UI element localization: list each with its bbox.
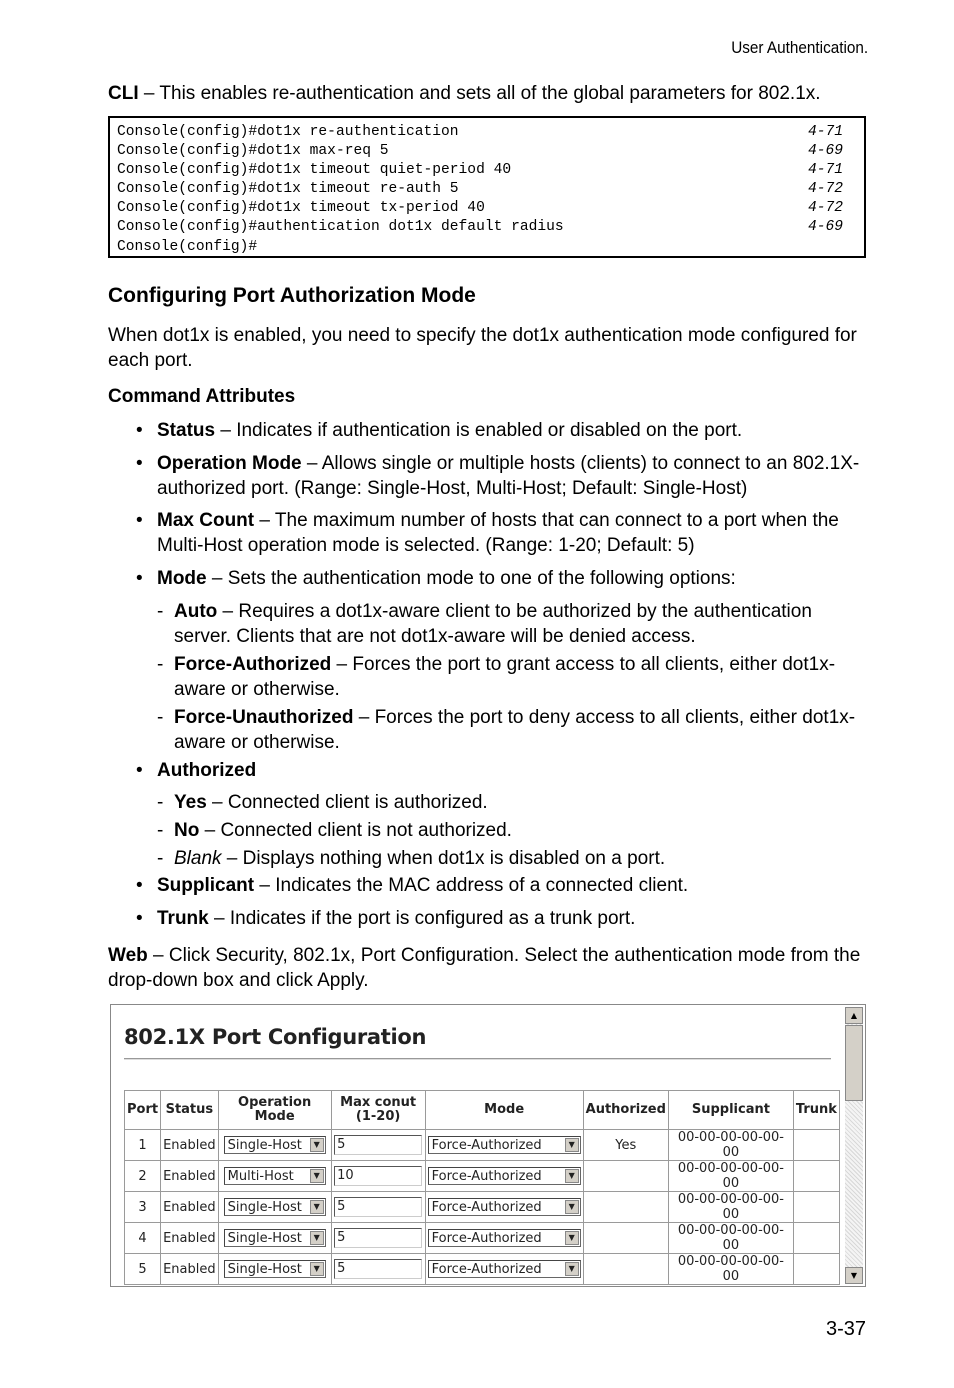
- web-label: Web: [108, 945, 148, 966]
- code-line: [117, 238, 857, 257]
- bullet-supplicant: • Supplicant – Indicates the MAC address of a connected client.: [136, 875, 689, 896]
- code-command: Console(config)#dot1x timeout quiet-period 40: [117, 162, 512, 179]
- code-command: Console(config)#dot1x re-authentication: [117, 124, 459, 140]
- max-count-input[interactable]: 5: [334, 1197, 422, 1217]
- col-status: Status: [161, 1091, 219, 1130]
- col-supplicant: Supplicant: [668, 1091, 793, 1130]
- authorized-cell: [583, 1161, 668, 1192]
- bullet-text: – Indicates if the port is configured as a trunk port.: [208, 908, 636, 929]
- status-cell: Enabled: [161, 1254, 219, 1285]
- port-cell: 1: [125, 1130, 161, 1161]
- bullet-label: Status: [157, 420, 216, 441]
- section-title: Configuring Port Authorization Mode: [108, 284, 476, 307]
- running-header: User Authentication.: [731, 38, 868, 57]
- cli-text: – This enables re-authentication and sets all of the global parameters for 802.1x.: [138, 83, 821, 104]
- bullet-text: – Allows single or multiple hosts (clients) to connect to an 802.1X-authorized port. (Range: Single-Host, Multi-Host; Default: Single-Host): [157, 453, 860, 499]
- chevron-down-icon: ▼: [310, 1231, 324, 1245]
- trunk-cell: [793, 1192, 839, 1223]
- select-value: Force-Authorized: [431, 1231, 542, 1246]
- supplicant-cell: 00-00-00-00-00-00: [668, 1254, 793, 1285]
- trunk-cell: [793, 1254, 839, 1285]
- page-number: 3-37: [825, 1318, 866, 1340]
- code-command: Console(config)#authentication dot1x default radius: [117, 219, 564, 236]
- select-value: Single-Host: [227, 1231, 302, 1246]
- web-instructions: [108, 943, 870, 993]
- sub-text: – Displays nothing when dot1x is disabled on a port.: [221, 848, 666, 869]
- port-configuration-screenshot: [110, 1004, 866, 1287]
- mode-cell: [425, 1223, 583, 1254]
- mode-cell: [425, 1254, 583, 1285]
- select-value: Force-Authorized: [431, 1200, 542, 1215]
- sub-label: Force-Unauthorized: [174, 707, 354, 728]
- code-ref: 4-69: [807, 219, 843, 236]
- web-text: – Click Security, 802.1x, Port Configuration. Select the authentication mode from the drop-down box and click Apply.: [108, 945, 861, 991]
- command-attributes-title: Command Attributes: [108, 386, 296, 407]
- trunk-cell: [793, 1223, 839, 1254]
- col-authorized: Authorized: [583, 1091, 668, 1130]
- bullet-text: – Indicates the MAC address of a connected client.: [254, 875, 689, 896]
- sub-label: Yes: [174, 792, 207, 813]
- trunk-cell: [793, 1130, 839, 1161]
- code-command: Console(config)#: [117, 238, 258, 255]
- chevron-down-icon: ▼: [310, 1169, 324, 1183]
- supplicant-cell: 00-00-00-00-00-00: [668, 1130, 793, 1161]
- authorized-cell: [583, 1192, 668, 1223]
- code-ref: [843, 238, 857, 257]
- select-value: Force-Authorized: [431, 1138, 542, 1153]
- authorized-cell: [583, 1223, 668, 1254]
- max-count-label: Max conut: [340, 1095, 417, 1110]
- mode-select[interactable]: [428, 1167, 581, 1185]
- max-count-cell: [331, 1192, 425, 1223]
- table-row: [125, 1223, 840, 1254]
- supplicant-cell: 00-00-00-00-00-00: [668, 1223, 793, 1254]
- chevron-down-icon: ▼: [310, 1262, 324, 1276]
- bullet-label: Mode: [157, 568, 207, 589]
- operation-mode-select[interactable]: [224, 1260, 326, 1278]
- code-line: [117, 123, 857, 142]
- code-line: [117, 142, 857, 161]
- port-cell: 3: [125, 1192, 161, 1223]
- sub-label: No: [174, 820, 200, 841]
- operation-mode-cell: [218, 1192, 331, 1223]
- port-cell: 4: [125, 1223, 161, 1254]
- sub-bullet-no: - No – Connected client is not authorized.: [157, 820, 512, 841]
- code-line: [117, 218, 857, 237]
- sub-bullet-yes: - Yes – Connected client is authorized.: [157, 792, 488, 813]
- col-operation-mode: Operation Mode: [218, 1091, 331, 1130]
- code-ref: 4-71: [807, 162, 843, 179]
- chevron-down-icon: ▼: [565, 1231, 579, 1245]
- bullet-text: – The maximum number of hosts that can connect to a port when the Multi-Host operation mode is selected. (Range: 1-20; Default: 5): [157, 510, 839, 556]
- table-row: [125, 1254, 840, 1285]
- operation-mode-select[interactable]: [224, 1167, 326, 1185]
- sub-bullet-force-unauthorized: - Force-Unauthorized – Forces the port to deny access to all clients, either dot1x-aware or otherwise.: [157, 707, 856, 753]
- cli-intro: [108, 81, 870, 106]
- scroll-down-icon[interactable]: ▼: [845, 1267, 863, 1284]
- code-line: [117, 180, 857, 199]
- operation-mode-select[interactable]: [224, 1136, 326, 1154]
- operation-mode-select[interactable]: [224, 1229, 326, 1247]
- bullet-status: • Status – Indicates if authentication is enabled or disabled on the port.: [136, 420, 743, 441]
- mode-select[interactable]: [428, 1260, 581, 1278]
- scroll-up-icon[interactable]: ▲: [845, 1007, 863, 1024]
- trunk-cell: [793, 1161, 839, 1192]
- bullet-trunk: • Trunk – Indicates if the port is configured as a trunk port.: [136, 908, 636, 929]
- table-row: [125, 1130, 840, 1161]
- max-count-input[interactable]: 10: [334, 1166, 422, 1186]
- operation-mode-cell: [218, 1223, 331, 1254]
- bullet-label: Authorized: [157, 760, 257, 781]
- code-command: Console(config)#dot1x timeout re-auth 5: [117, 181, 459, 198]
- bullet-label: Trunk: [157, 908, 209, 929]
- sub-text: – Connected client is authorized.: [206, 792, 488, 813]
- max-count-cell: [331, 1254, 425, 1285]
- mode-select[interactable]: [428, 1198, 581, 1216]
- bullet-operation-mode: • Operation Mode – Allows single or multiple hosts (clients) to connect to an 802.1X-authorized port. (Range: Single-Host, Multi-Host; Default: Single-Host): [136, 453, 860, 499]
- table-row: [125, 1192, 840, 1223]
- status-cell: Enabled: [161, 1223, 219, 1254]
- mode-cell: [425, 1161, 583, 1192]
- code-ref: 4-72: [807, 181, 843, 198]
- max-count-cell: [331, 1161, 425, 1192]
- operation-mode-select[interactable]: [224, 1198, 326, 1216]
- code-ref: 4-69: [807, 143, 843, 160]
- chevron-down-icon: ▼: [310, 1200, 324, 1214]
- col-trunk: Trunk: [793, 1091, 839, 1130]
- cli-label: CLI: [108, 83, 139, 104]
- bullet-text: – Indicates if authentication is enabled or disabled on the port.: [215, 420, 743, 441]
- scrollbar-thumb[interactable]: [845, 1025, 863, 1101]
- chevron-down-icon: ▼: [310, 1138, 324, 1152]
- max-count-input[interactable]: 5: [334, 1228, 422, 1248]
- bullet-authorized: • Authorized: [136, 760, 257, 781]
- select-value: Multi-Host: [227, 1169, 294, 1184]
- bullet-max-count: • Max Count – The maximum number of hosts that can connect to a port when the Multi-Host operation mode is selected. (Range: 1-20; Default: 5): [136, 510, 839, 556]
- sub-label: Blank: [174, 848, 222, 869]
- max-count-input[interactable]: 5: [334, 1135, 422, 1155]
- sub-text: – Forces the port to deny access to all clients, either dot1x-aware or otherwise.: [174, 707, 856, 753]
- select-value: Single-Host: [227, 1200, 302, 1215]
- max-count-cell: [331, 1130, 425, 1161]
- operation-mode-cell: [218, 1161, 331, 1192]
- max-count-input[interactable]: 5: [334, 1259, 422, 1279]
- select-value: Single-Host: [227, 1138, 302, 1153]
- sub-bullet-force-authorized: - Force-Authorized – Forces the port to grant access to all clients, either dot1x-aware or otherwise.: [157, 654, 836, 700]
- mode-select[interactable]: [428, 1229, 581, 1247]
- mode-cell: [425, 1130, 583, 1161]
- operation-mode-cell: [218, 1130, 331, 1161]
- port-config-table: [124, 1090, 840, 1285]
- chevron-down-icon: ▼: [565, 1138, 579, 1152]
- code-command: Console(config)#dot1x timeout tx-period 40: [117, 200, 485, 217]
- code-line: [117, 161, 857, 180]
- table-header-row: [125, 1091, 840, 1130]
- title-divider: [124, 1058, 831, 1060]
- vertical-scrollbar[interactable]: [845, 1007, 863, 1284]
- bullet-label: Max Count: [157, 510, 255, 531]
- select-value: Single-Host: [227, 1262, 302, 1277]
- status-cell: Enabled: [161, 1130, 219, 1161]
- sub-text: – Forces the port to grant access to all clients, either dot1x-aware or otherwise.: [174, 654, 836, 700]
- code-command: Console(config)#dot1x max-req 5: [117, 143, 389, 160]
- sub-bullet-blank: - Blank – Displays nothing when dot1x is disabled on a port.: [157, 848, 666, 869]
- chevron-down-icon: ▼: [565, 1200, 579, 1214]
- sub-bullet-auto: - Auto – Requires a dot1x-aware client to be authorized by the authentication server. Clients that are not dot1x-aware will be denied access.: [157, 601, 812, 647]
- port-cell: 2: [125, 1161, 161, 1192]
- port-cell: 5: [125, 1254, 161, 1285]
- cli-code-block: [108, 116, 866, 258]
- bullet-mode: • Mode – Sets the authentication mode to one of the following options:: [136, 568, 736, 589]
- authorized-cell: [583, 1254, 668, 1285]
- chevron-down-icon: ▼: [565, 1262, 579, 1276]
- sub-text: – Connected client is not authorized.: [199, 820, 512, 841]
- code-line: [117, 199, 857, 218]
- bullet-text: – Sets the authentication mode to one of the following options:: [206, 568, 736, 589]
- code-ref: 4-71: [807, 124, 843, 140]
- table-row: [125, 1161, 840, 1192]
- supplicant-cell: 00-00-00-00-00-00: [668, 1192, 793, 1223]
- select-value: Force-Authorized: [431, 1262, 542, 1277]
- col-max-count: [331, 1091, 425, 1130]
- code-ref: 4-72: [807, 200, 843, 217]
- max-count-range: (1-20): [355, 1109, 401, 1124]
- sub-label: Auto: [174, 601, 218, 622]
- max-count-cell: [331, 1223, 425, 1254]
- operation-mode-cell: [218, 1254, 331, 1285]
- sub-text: – Requires a dot1x-aware client to be authorized by the authentication server. Clients that are not dot1x-aware will be denied access.: [174, 601, 812, 647]
- mode-select[interactable]: [428, 1136, 581, 1154]
- status-cell: Enabled: [161, 1192, 219, 1223]
- col-port: Port: [125, 1091, 161, 1130]
- mode-cell: [425, 1192, 583, 1223]
- chevron-down-icon: ▼: [565, 1169, 579, 1183]
- select-value: Force-Authorized: [431, 1169, 542, 1184]
- bullet-label: Operation Mode: [157, 453, 302, 474]
- intro-paragraph: When dot1x is enabled, you need to specify the dot1x authentication mode configured for each port.: [108, 325, 857, 371]
- supplicant-cell: 00-00-00-00-00-00: [668, 1161, 793, 1192]
- status-cell: Enabled: [161, 1161, 219, 1192]
- bullet-label: Supplicant: [157, 875, 255, 896]
- authorized-cell: Yes: [583, 1130, 668, 1161]
- sub-label: Force-Authorized: [174, 654, 332, 675]
- col-mode: Mode: [425, 1091, 583, 1130]
- screenshot-title: 802.1X Port Configuration: [124, 1025, 427, 1049]
